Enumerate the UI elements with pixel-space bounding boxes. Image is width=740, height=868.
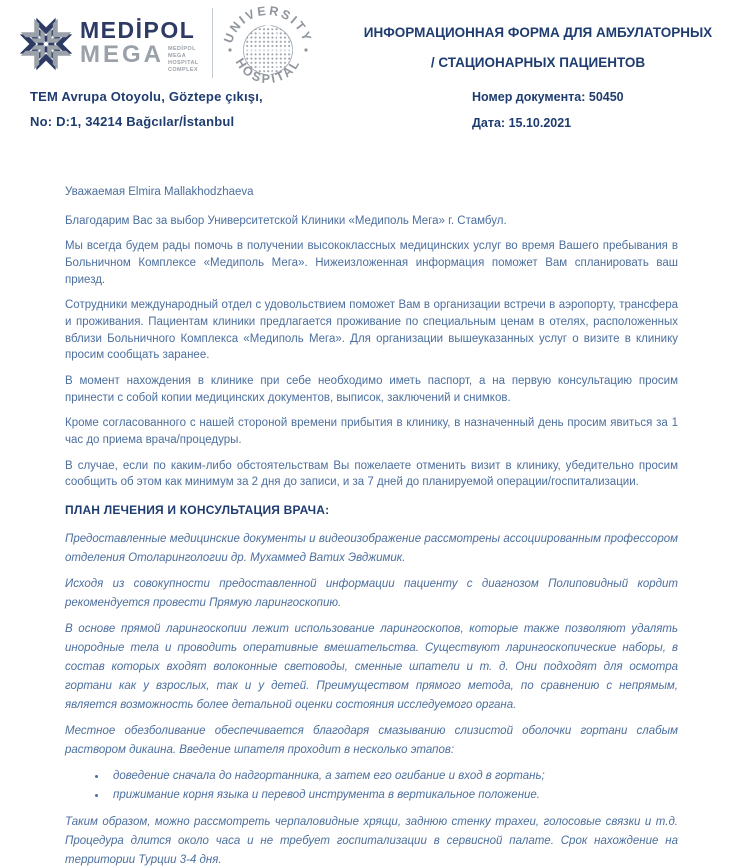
list-item: • прижимание корня языка и перевод инструмента в вертикальное положение. [107,786,678,805]
document-body [65,184,678,868]
logo-subtext: MEDİPOL MEGA HOSPITAL COMPLEX [168,46,199,73]
logo-wordmark [80,12,202,74]
medipol-pinwheel-icon [18,14,74,74]
logo-name-top: MEDİPOL [80,17,196,43]
address-line-1: TEM Avrupa Otoyolu, Göztepe çıkışı, [30,89,263,104]
title-line-1: ИНФОРМАЦИОННАЯ ФОРМА ДЛЯ АМБУЛАТОРНЫХ [363,25,713,40]
seal-top-text: UNIVERSITY [221,3,315,46]
list-item: • доведение сначала до надгортанника, а затем его огибание и вход в гортань; [107,767,678,786]
seal-bottom-text: HOSPITAL [232,55,304,87]
document-number: Номер документа: 50450 [472,90,624,104]
document-date: Дата: 15.10.2021 [472,116,572,130]
medipol-logo [18,12,202,74]
paragraph: В момент нахождения в клинике при себе необходимо иметь паспорт, а на первую консультацию просим принести с собой копии медицинских документов, выписок, заключений и снимков. [65,375,678,404]
italic-paragraph: В основе прямой ларингоскопии лежит использование ларингоскопов, которые также позволяют удалять инородные тела и проводить оперативные вмешательства. Существуют ларингоскопические наборы, в состав которых входят волоконные световоды, сменные шпатели и т. д. Они подходят для осмотра гортани как у взрослых, так и у детей. Преимуществом прямого метода, по сравнению с непрямым, является возможность более детальной оценки состояния исследуемого органа. [65,622,678,711]
procedure-steps-list [65,767,678,805]
paragraph: Благодарим Вас за выбор Университетской Клиники «Медиполь Мега» г. Стамбул. [65,214,507,227]
paragraph: Мы всегда будем рады помочь в получении высококлассных медицинских услуг во время Вашего пребывания в Больничном Комплексе «Медиполь Мега». Нижеизложенная информация поможет Вам спланировать ваш приезд. [65,240,678,286]
logo-name-bottom: MEGA [80,41,164,68]
title-line-2: / СТАЦИОНАРНЫХ ПАЦИЕНТОВ [430,55,646,70]
italic-paragraph: Исходя из совокупности предоставленной информации пациенту с диагнозом Полиповидный кордит рекомендуется провести Прямую ларингоскопию. [65,578,678,609]
paragraph: В случае, если по каким-либо обстоятельствам Вы пожелаете отменить визит в клинику, убедительно просим сообщить об этом как минимум за 2 дня до записи, и за 7 дней до планируемой операции/госпитализации. [65,459,678,489]
paragraph: Кроме согласованного с нашей стороной времени прибытия в клинику, в назначенный день просим явиться за 1 час до приема врача/процедуры. [65,417,678,447]
document-meta [472,84,624,136]
address-line-2: No: D:1, 34214 Bağcılar/İstanbul [30,114,235,129]
italic-paragraph: Предоставленные медицинские документы и видеоизображение рассмотрены ассоциированным профессором отделения Отоларингологии др. Мухаммед Ватих Эвджимик. [65,533,678,565]
header-divider [212,8,213,78]
greeting: Уважаемая Elmira Mallakhodzhaeva [65,186,254,198]
paragraph: Сотрудники международный отдел с удовольствием поможет Вам в организации встречи в аэропорту, трансфера и проживания. Пациентам клиники предлагается проживание по специальным ценам в отелях, расположенных вблизи Больничного Комплекса «Медиполь Мега». Для организации вышеуказанных услуг о визите в клинику просим сообщать заранее. [65,299,678,362]
document-title [352,18,724,78]
hospital-address [30,84,263,134]
treatment-plan-heading: ПЛАН ЛЕЧЕНИЯ И КОНСУЛЬТАЦИЯ ВРАЧА: [65,503,330,518]
italic-paragraph: Местное обезболивание обеспечивается благодаря смазыванию слизистой оболочки гортани слабым раствором дикаина. Введение шпателя проходит в несколько этапов: [65,724,678,756]
closing-paragraph: Таким образом, можно рассмотреть черпаловидные хрящи, заднюю стенку трахеи, голосовые связки и т.д. Процедура длится около часа и не требует госпитализации в сервисной палате. Срок нахождение на территории Турции 3-4 дня. [65,815,678,866]
document-header [0,0,740,140]
